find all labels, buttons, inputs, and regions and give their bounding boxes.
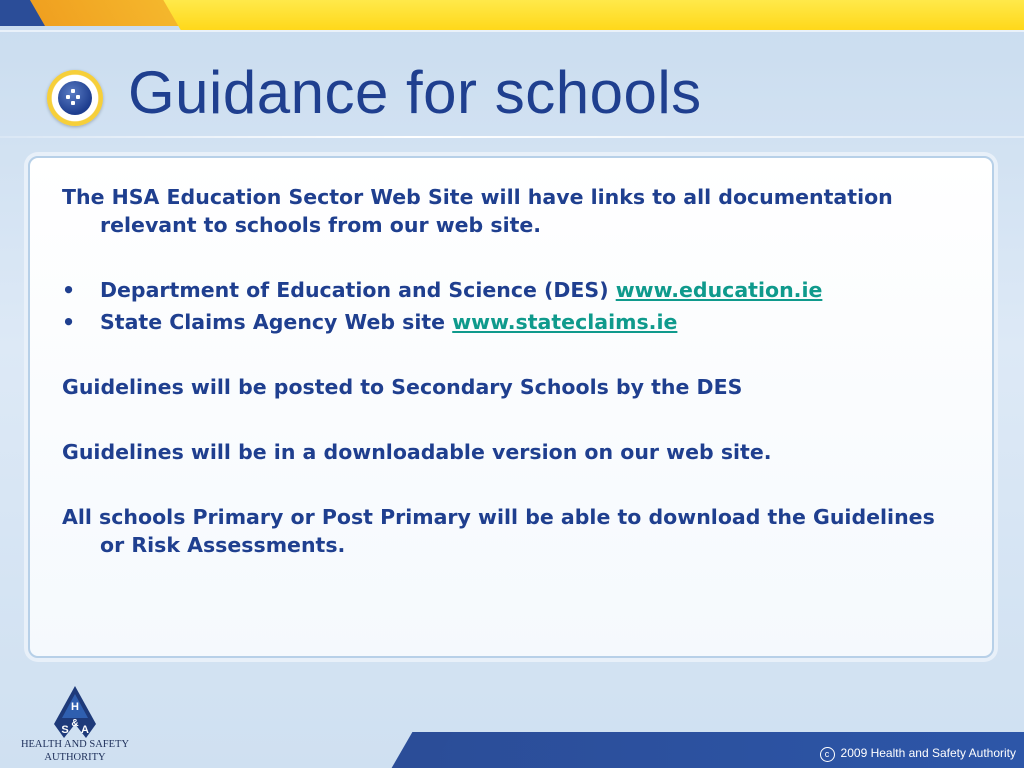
list-item <box>62 276 962 304</box>
list-item-text: State Claims Agency Web site <box>100 310 453 334</box>
header-divider <box>0 30 1024 32</box>
bullet-icon: • <box>62 278 76 302</box>
hsa-name-line1: HEALTH AND SAFETY <box>20 739 130 750</box>
navigation-orb-icon <box>47 70 103 126</box>
hsa-name-line2: AUTHORITY <box>44 752 106 763</box>
copyright-notice <box>820 746 1016 762</box>
hsa-logo-text <box>14 738 136 764</box>
copyright-icon: c <box>820 747 835 762</box>
title-divider <box>0 136 1024 138</box>
link-list <box>62 276 962 336</box>
header-band-yellow <box>190 0 1024 30</box>
logo-letter-a: A <box>81 724 89 736</box>
logo-ampersand: & <box>71 718 79 729</box>
education-link[interactable]: www.education.ie <box>615 278 823 302</box>
bullet-icon: • <box>62 310 76 334</box>
logo-letter-s: S <box>61 724 69 736</box>
list-item-text: Department of Education and Science (DES) <box>100 278 616 302</box>
list-item <box>62 308 962 336</box>
paragraph-downloadable: Guidelines will be in a downloadable version on our web site. <box>62 440 772 464</box>
stateclaims-link[interactable]: www.stateclaims.ie <box>452 310 678 334</box>
logo-letter-h: H <box>71 701 79 713</box>
intro-paragraph: The HSA Education Sector Web Site will have links to all documentation relevant to schools from our web site. <box>62 185 893 237</box>
paragraph-secondary-schools: Guidelines will be posted to Secondary Schools by the DES <box>62 375 743 399</box>
slide-body <box>62 183 962 596</box>
copyright-text: 2009 Health and Safety Authority <box>840 746 1016 760</box>
paragraph-all-schools: All schools Primary or Post Primary will be able to download the Guidelines or Risk Assessments. <box>62 505 935 557</box>
page-title: Guidance for schools <box>128 59 702 126</box>
